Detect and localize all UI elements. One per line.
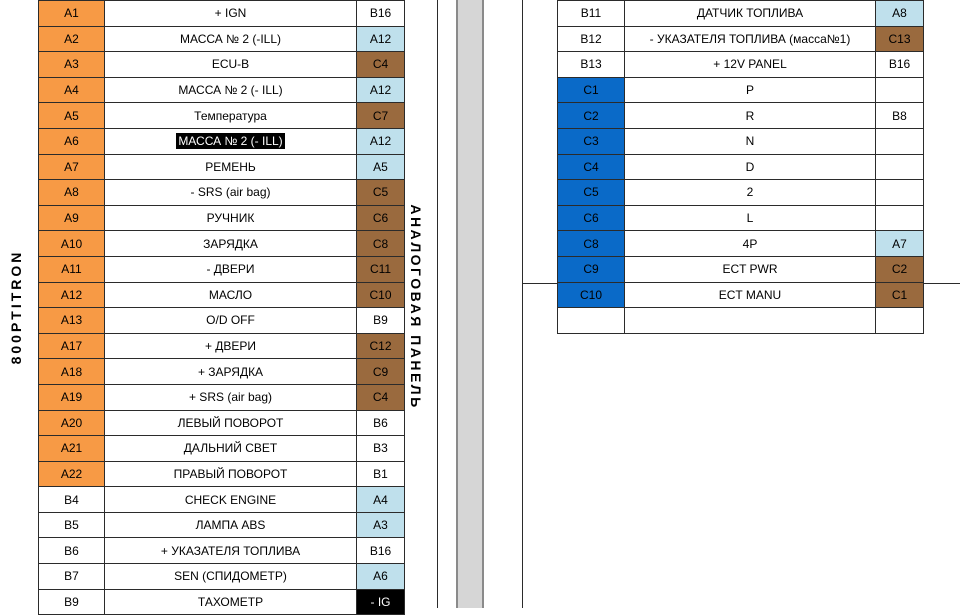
target-pin-cell: A3 bbox=[357, 512, 405, 538]
pin-cell: C8 bbox=[558, 231, 625, 257]
signal-cell: + ДВЕРИ bbox=[105, 333, 357, 359]
right-pin-table bbox=[557, 0, 924, 334]
pin-cell: A5 bbox=[39, 103, 105, 129]
signal-cell: МАССА № 2 (-ILL) bbox=[105, 26, 357, 52]
table-row bbox=[39, 52, 405, 78]
right-page-side-line-2 bbox=[923, 283, 960, 284]
table-row bbox=[558, 52, 924, 78]
target-pin-cell: C4 bbox=[357, 384, 405, 410]
target-pin-cell bbox=[876, 77, 924, 103]
table-row bbox=[558, 26, 924, 52]
table-row bbox=[39, 512, 405, 538]
pin-cell: B5 bbox=[39, 512, 105, 538]
signal-cell: L bbox=[625, 205, 876, 231]
signal-cell: РЕМЕНЬ bbox=[105, 154, 357, 180]
table-row bbox=[39, 487, 405, 513]
table-row bbox=[39, 333, 405, 359]
signal-cell: + IGN bbox=[105, 1, 357, 27]
signal-cell bbox=[625, 308, 876, 334]
left-side-label: 800PTITRON bbox=[8, 249, 24, 365]
right-page-side-line bbox=[522, 283, 558, 284]
pin-cell: A9 bbox=[39, 205, 105, 231]
pin-cell: A13 bbox=[39, 308, 105, 334]
signal-cell: + 12V PANEL bbox=[625, 52, 876, 78]
signal-cell: ТАХОМЕТР bbox=[105, 589, 357, 615]
table-row bbox=[39, 410, 405, 436]
table-row bbox=[558, 128, 924, 154]
pin-cell: A21 bbox=[39, 436, 105, 462]
target-pin-cell: C4 bbox=[357, 52, 405, 78]
pin-cell: B11 bbox=[558, 1, 625, 27]
target-pin-cell: C7 bbox=[357, 103, 405, 129]
target-pin-cell: C2 bbox=[876, 256, 924, 282]
table-row bbox=[39, 180, 405, 206]
table-row bbox=[39, 1, 405, 27]
signal-cell: ECU-B bbox=[105, 52, 357, 78]
table-row bbox=[558, 180, 924, 206]
signal-cell: РУЧНИК bbox=[105, 205, 357, 231]
signal-cell: ДАЛЬНИЙ СВЕТ bbox=[105, 436, 357, 462]
signal-cell: МАССА № 2 (- ILL) bbox=[105, 77, 357, 103]
table-row bbox=[39, 282, 405, 308]
signal-cell: - ДВЕРИ bbox=[105, 256, 357, 282]
signal-cell: 4P bbox=[625, 231, 876, 257]
signal-cell: 2 bbox=[625, 180, 876, 206]
target-pin-cell bbox=[876, 128, 924, 154]
signal-cell: Температура bbox=[105, 103, 357, 129]
target-pin-cell: C11 bbox=[357, 256, 405, 282]
pin-cell: A19 bbox=[39, 384, 105, 410]
target-pin-cell: B16 bbox=[876, 52, 924, 78]
target-pin-cell: B1 bbox=[357, 461, 405, 487]
target-pin-cell: A8 bbox=[876, 1, 924, 27]
signal-cell: + ЗАРЯДКА bbox=[105, 359, 357, 385]
target-pin-cell: B8 bbox=[876, 103, 924, 129]
pin-cell: A18 bbox=[39, 359, 105, 385]
left-pin-table bbox=[38, 0, 405, 615]
target-pin-cell: B3 bbox=[357, 436, 405, 462]
signal-cell: CHECK ENGINE bbox=[105, 487, 357, 513]
pin-cell: B13 bbox=[558, 52, 625, 78]
pin-cell: B6 bbox=[39, 538, 105, 564]
table-row bbox=[39, 231, 405, 257]
signal-cell bbox=[105, 128, 357, 154]
pin-cell: A8 bbox=[39, 180, 105, 206]
pin-cell: B12 bbox=[558, 26, 625, 52]
signal-cell: ECT MANU bbox=[625, 282, 876, 308]
target-pin-cell: C6 bbox=[357, 205, 405, 231]
table-row bbox=[558, 205, 924, 231]
signal-cell: O/D OFF bbox=[105, 308, 357, 334]
signal-cell: ECT PWR bbox=[625, 256, 876, 282]
pin-cell: C4 bbox=[558, 154, 625, 180]
target-pin-cell: C1 bbox=[876, 282, 924, 308]
pin-cell: B9 bbox=[39, 589, 105, 615]
pin-cell: C3 bbox=[558, 128, 625, 154]
pin-cell: A6 bbox=[39, 128, 105, 154]
pin-cell bbox=[558, 308, 625, 334]
target-pin-cell: C12 bbox=[357, 333, 405, 359]
target-pin-cell bbox=[876, 154, 924, 180]
table-row bbox=[558, 282, 924, 308]
target-pin-cell: A7 bbox=[876, 231, 924, 257]
pin-cell: A11 bbox=[39, 256, 105, 282]
pin-cell: C5 bbox=[558, 180, 625, 206]
left-page-border-line bbox=[437, 0, 438, 608]
target-pin-cell: B16 bbox=[357, 1, 405, 27]
target-pin-cell: B16 bbox=[357, 538, 405, 564]
target-pin-cell: - IG bbox=[357, 589, 405, 615]
target-pin-cell: A5 bbox=[357, 154, 405, 180]
table-row bbox=[39, 256, 405, 282]
right-page-border-line bbox=[522, 0, 523, 608]
signal-highlight: МАССА № 2 (- ILL) bbox=[178, 134, 283, 149]
table-row bbox=[39, 538, 405, 564]
pin-cell: A1 bbox=[39, 1, 105, 27]
table-row bbox=[39, 77, 405, 103]
target-pin-cell bbox=[876, 308, 924, 334]
pin-cell: C2 bbox=[558, 103, 625, 129]
table-row bbox=[39, 128, 405, 154]
table-row bbox=[39, 26, 405, 52]
table-row bbox=[39, 564, 405, 590]
pin-cell: A10 bbox=[39, 231, 105, 257]
pin-cell: C9 bbox=[558, 256, 625, 282]
pin-cell: C6 bbox=[558, 205, 625, 231]
pin-cell: A22 bbox=[39, 461, 105, 487]
pin-cell: A12 bbox=[39, 282, 105, 308]
signal-cell: ЛАМПА ABS bbox=[105, 512, 357, 538]
table-row bbox=[39, 205, 405, 231]
table-row bbox=[39, 436, 405, 462]
pin-cell: B7 bbox=[39, 564, 105, 590]
table-row bbox=[39, 461, 405, 487]
target-pin-cell: C13 bbox=[876, 26, 924, 52]
pin-cell: A4 bbox=[39, 77, 105, 103]
signal-cell: МАСЛО bbox=[105, 282, 357, 308]
signal-cell: D bbox=[625, 154, 876, 180]
pin-cell: B4 bbox=[39, 487, 105, 513]
table-row bbox=[558, 103, 924, 129]
signal-cell: R bbox=[625, 103, 876, 129]
target-pin-cell: A4 bbox=[357, 487, 405, 513]
target-pin-cell: C5 bbox=[357, 180, 405, 206]
table-row bbox=[558, 231, 924, 257]
signal-cell: SEN (СПИДОМЕТР) bbox=[105, 564, 357, 590]
signal-cell: + УКАЗАТЕЛЯ ТОПЛИВА bbox=[105, 538, 357, 564]
table-row bbox=[558, 256, 924, 282]
pin-cell: A7 bbox=[39, 154, 105, 180]
signal-cell: - SRS (air bag) bbox=[105, 180, 357, 206]
pin-cell: C1 bbox=[558, 77, 625, 103]
target-pin-cell: B9 bbox=[357, 308, 405, 334]
target-pin-cell bbox=[876, 180, 924, 206]
table-row bbox=[39, 308, 405, 334]
signal-cell: P bbox=[625, 77, 876, 103]
table-row bbox=[39, 359, 405, 385]
signal-cell: N bbox=[625, 128, 876, 154]
target-pin-cell: A12 bbox=[357, 77, 405, 103]
signal-cell: ЛЕВЫЙ ПОВОРОТ bbox=[105, 410, 357, 436]
target-pin-cell: A12 bbox=[357, 128, 405, 154]
right-side-label: АНАЛОГОВАЯ ПАНЕЛЬ bbox=[408, 204, 424, 410]
target-pin-cell: A6 bbox=[357, 564, 405, 590]
table-row bbox=[39, 103, 405, 129]
page-gap bbox=[456, 0, 484, 608]
signal-cell: ДАТЧИК ТОПЛИВА bbox=[625, 1, 876, 27]
table-row bbox=[558, 308, 924, 334]
pin-cell: C10 bbox=[558, 282, 625, 308]
target-pin-cell: A12 bbox=[357, 26, 405, 52]
signal-cell: ПРАВЫЙ ПОВОРОТ bbox=[105, 461, 357, 487]
table-row bbox=[558, 77, 924, 103]
pin-cell: A3 bbox=[39, 52, 105, 78]
target-pin-cell: C8 bbox=[357, 231, 405, 257]
table-row bbox=[558, 1, 924, 27]
signal-cell: ЗАРЯДКА bbox=[105, 231, 357, 257]
table-row bbox=[39, 384, 405, 410]
signal-cell: - УКАЗАТЕЛЯ ТОПЛИВА (масса№1) bbox=[625, 26, 876, 52]
pin-cell: A20 bbox=[39, 410, 105, 436]
table-row bbox=[39, 589, 405, 615]
pin-cell: A17 bbox=[39, 333, 105, 359]
target-pin-cell bbox=[876, 205, 924, 231]
table-row bbox=[558, 154, 924, 180]
signal-cell: + SRS (air bag) bbox=[105, 384, 357, 410]
target-pin-cell: C9 bbox=[357, 359, 405, 385]
target-pin-cell: C10 bbox=[357, 282, 405, 308]
pin-cell: A2 bbox=[39, 26, 105, 52]
target-pin-cell: B6 bbox=[357, 410, 405, 436]
table-row bbox=[39, 154, 405, 180]
